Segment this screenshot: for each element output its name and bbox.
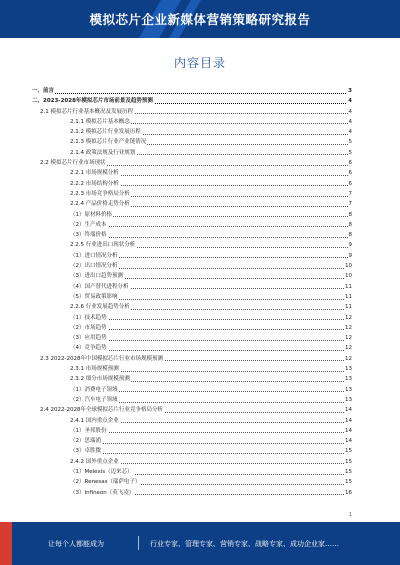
toc-entry[interactable] <box>32 179 352 189</box>
toc-entry-page: 6 <box>348 168 353 178</box>
toc-entry[interactable] <box>32 158 352 168</box>
toc-entry-page: 6 <box>348 179 353 189</box>
toc-entry[interactable] <box>32 333 352 343</box>
toc-entry[interactable] <box>32 282 352 292</box>
toc-entry-text: 2.3.2 细分市场规模预测 <box>70 374 131 384</box>
toc-entry[interactable] <box>32 189 352 199</box>
toc-entry-text: 2.2.6 行业发展趋势分析 <box>70 302 131 312</box>
toc-entry-text: 二、2023-2028年模拟芯片市场前景及趋势预测 <box>32 96 154 106</box>
toc-entry-page: 10 <box>344 271 352 281</box>
toc-entry-text: 2.1.2 模拟芯片行业发展历程 <box>70 127 142 137</box>
toc-entry[interactable] <box>32 168 352 178</box>
toc-entry-text: 2.4.1 国内重点企业 <box>70 416 120 426</box>
page-number: 1 <box>348 512 352 518</box>
toc-entry[interactable] <box>32 364 352 374</box>
toc-entry[interactable] <box>32 210 352 220</box>
toc-entry-page: 8 <box>348 230 353 240</box>
toc-entry-page: 6 <box>348 158 353 168</box>
toc-entry-page: 14 <box>344 436 352 446</box>
toc-entry-text: （3）卓胜微 <box>70 446 102 456</box>
toc-entry[interactable] <box>32 86 352 96</box>
toc-entry[interactable] <box>32 477 352 487</box>
toc-entry[interactable] <box>32 426 352 436</box>
toc-entry[interactable] <box>32 117 352 127</box>
toc-entry-page: 4 <box>347 96 352 106</box>
toc-entry-page: 12 <box>344 323 352 333</box>
toc-entry-page: 12 <box>344 313 352 323</box>
toc-entry[interactable] <box>32 137 352 147</box>
toc-entry[interactable] <box>32 148 352 158</box>
toc-entry-page: 14 <box>344 405 352 415</box>
footer-banner <box>0 522 400 565</box>
toc-entry-text: 2.4 2022-2028年全球模拟芯片行业竞争格局分析 <box>40 405 164 415</box>
toc-entry[interactable] <box>32 436 352 446</box>
toc-entry[interactable] <box>32 230 352 240</box>
toc-entry-page: 4 <box>348 127 353 137</box>
toc-entry-page: 15 <box>344 446 352 456</box>
toc-entry-page: 12 <box>344 333 352 343</box>
toc-entry-text: （2）Renesas（瑞萨电子） <box>70 477 141 487</box>
toc-leader-dots <box>70 340 352 341</box>
toc-entry-page: 13 <box>344 395 352 405</box>
toc-entry[interactable] <box>32 446 352 456</box>
toc-entry[interactable] <box>32 385 352 395</box>
toc-entry[interactable] <box>32 323 352 333</box>
toc-entry[interactable] <box>32 457 352 467</box>
toc-entry-page: 15 <box>344 467 352 477</box>
toc-entry-text: 2.2 模拟芯片行业市场现状 <box>40 158 107 168</box>
toc-entry[interactable] <box>32 251 352 261</box>
toc-entry-page: 7 <box>348 199 353 209</box>
toc-entry-page: 4 <box>348 107 353 117</box>
toc-entry-page: 5 <box>348 148 353 158</box>
toc-entry-text: （1）技术趋势 <box>70 313 108 323</box>
toc-entry-page: 14 <box>344 416 352 426</box>
toc-entry-text: （2）生产成本 <box>70 220 108 230</box>
toc-entry-page: 16 <box>344 488 352 498</box>
footer-ribbon <box>0 522 12 565</box>
toc-entry-text: 2.2.2 市场结构分析 <box>70 179 120 189</box>
toc-entry-page: 12 <box>344 354 352 364</box>
toc-entry-text: 2.1.1 模拟芯片基本概念 <box>70 117 131 127</box>
toc-entry-text: （2）思瑞浦 <box>70 436 102 446</box>
toc-entry-text: （4）国产替代进程分析 <box>70 282 130 292</box>
toc-entry-page: 13 <box>344 364 352 374</box>
toc-leader-dots <box>70 319 352 320</box>
table-of-contents <box>32 86 352 498</box>
footer-divider <box>138 536 139 550</box>
toc-entry-page: 9 <box>348 251 353 261</box>
toc-leader-dots <box>70 329 352 330</box>
toc-entry-text: 一、前言 <box>32 86 55 96</box>
toc-entry-page: 12 <box>344 343 352 353</box>
toc-entry[interactable] <box>32 96 352 106</box>
toc-entry[interactable] <box>32 271 352 281</box>
toc-entry[interactable] <box>32 416 352 426</box>
toc-entry-page: 15 <box>344 477 352 487</box>
toc-entry-text: （3）应用趋势 <box>70 333 108 343</box>
toc-entry-text: 2.3 2022-2028年中国模拟芯片行业市场规模预测 <box>40 354 164 364</box>
toc-entry-page: 9 <box>348 240 353 250</box>
toc-entry[interactable] <box>32 302 352 312</box>
toc-entry-page: 13 <box>344 374 352 384</box>
toc-entry-text: 2.4.2 国外重点企业 <box>70 457 120 467</box>
toc-entry[interactable] <box>32 292 352 302</box>
toc-entry[interactable] <box>32 240 352 250</box>
toc-leader-dots <box>70 443 352 444</box>
toc-leader-dots <box>70 453 352 454</box>
toc-entry-page: 4 <box>348 117 353 127</box>
toc-entry[interactable] <box>32 354 352 364</box>
toc-entry[interactable] <box>32 127 352 137</box>
report-header <box>0 0 400 38</box>
toc-entry-page: 14 <box>344 426 352 436</box>
toc-entry[interactable] <box>32 374 352 384</box>
report-title: 模拟芯片企业新媒体营销策略研究报告 <box>89 12 311 27</box>
toc-entry-text: （2）市场趋势 <box>70 323 108 333</box>
toc-entry-text: （1）Melexis（迈来芯） <box>70 467 134 477</box>
toc-entry-text: （3）进出口趋势预测 <box>70 271 124 281</box>
toc-leader-dots <box>70 237 352 238</box>
toc-entry[interactable] <box>32 405 352 415</box>
toc-entry-text: （2）出口情况分析 <box>70 261 119 271</box>
toc-entry-page: 3 <box>347 86 352 96</box>
toc-entry-text: 2.1.4 政策法规及行业规划 <box>70 148 136 158</box>
toc-leader-dots <box>70 432 352 433</box>
toc-entry-page: 7 <box>348 189 353 199</box>
toc-entry-text: （2）汽车电子领域 <box>70 395 119 405</box>
toc-entry[interactable] <box>32 261 352 271</box>
toc-entry-page: 11 <box>344 292 352 302</box>
toc-entry-page: 8 <box>348 220 353 230</box>
toc-entry-text: （3）Infineon（英飞凌） <box>70 488 135 498</box>
toc-entry-text: （1）圣邦股份 <box>70 426 108 436</box>
footer-roles: 行业专家、管理专家、营销专家、战略专家、成功企业家…… <box>150 540 339 548</box>
toc-entry[interactable] <box>32 107 352 117</box>
toc-entry-text: （1）原材料价格 <box>70 210 113 220</box>
toc-entry-text: （1）进口情况分析 <box>70 251 119 261</box>
toc-leader-dots <box>32 93 352 94</box>
toc-entry-text: 2.2.3 市场竞争格局分析 <box>70 189 131 199</box>
toc-entry-text: 2.1.3 模拟芯片行业产业链情况 <box>70 137 147 147</box>
toc-entry-text: （4）竞争趋势 <box>70 343 108 353</box>
toc-leader-dots <box>70 226 352 227</box>
toc-entry-text: （5）贸易政策影响 <box>70 292 119 302</box>
toc-entry-page: 13 <box>344 385 352 395</box>
toc-entry[interactable] <box>32 395 352 405</box>
toc-entry-page: 10 <box>344 261 352 271</box>
footer-slogan: 让每个人都能成为 <box>48 540 104 548</box>
toc-entry[interactable] <box>32 313 352 323</box>
toc-entry[interactable] <box>32 220 352 230</box>
toc-entry-page: 11 <box>344 302 352 312</box>
toc-heading: 内容目录 <box>173 56 226 70</box>
toc-entry-text: 2.3.1 市场规模预测 <box>70 364 120 374</box>
toc-entry-page: 8 <box>348 210 353 220</box>
toc-entry-text: （1）消费电子领域 <box>70 385 119 395</box>
toc-entry[interactable] <box>32 488 352 498</box>
toc-entry[interactable] <box>32 199 352 209</box>
toc-entry-page: 11 <box>344 282 352 292</box>
toc-entry-text: （3）终端价格 <box>70 230 108 240</box>
toc-entry-text: 2.2.4 产品价格走势分析 <box>70 199 131 209</box>
toc-leader-dots <box>70 350 352 351</box>
toc-entry-page: 15 <box>344 457 352 467</box>
toc-entry-text: 2.2.1 市场规模分析 <box>70 168 120 178</box>
toc-entry-text: 2.1 模拟芯片行业基本概况及发展历程 <box>40 107 134 117</box>
toc-entry-text: 2.2.5 行业进出口现状分析 <box>70 240 136 250</box>
toc-entry[interactable] <box>32 467 352 477</box>
toc-entry[interactable] <box>32 343 352 353</box>
toc-entry-page: 5 <box>348 137 353 147</box>
